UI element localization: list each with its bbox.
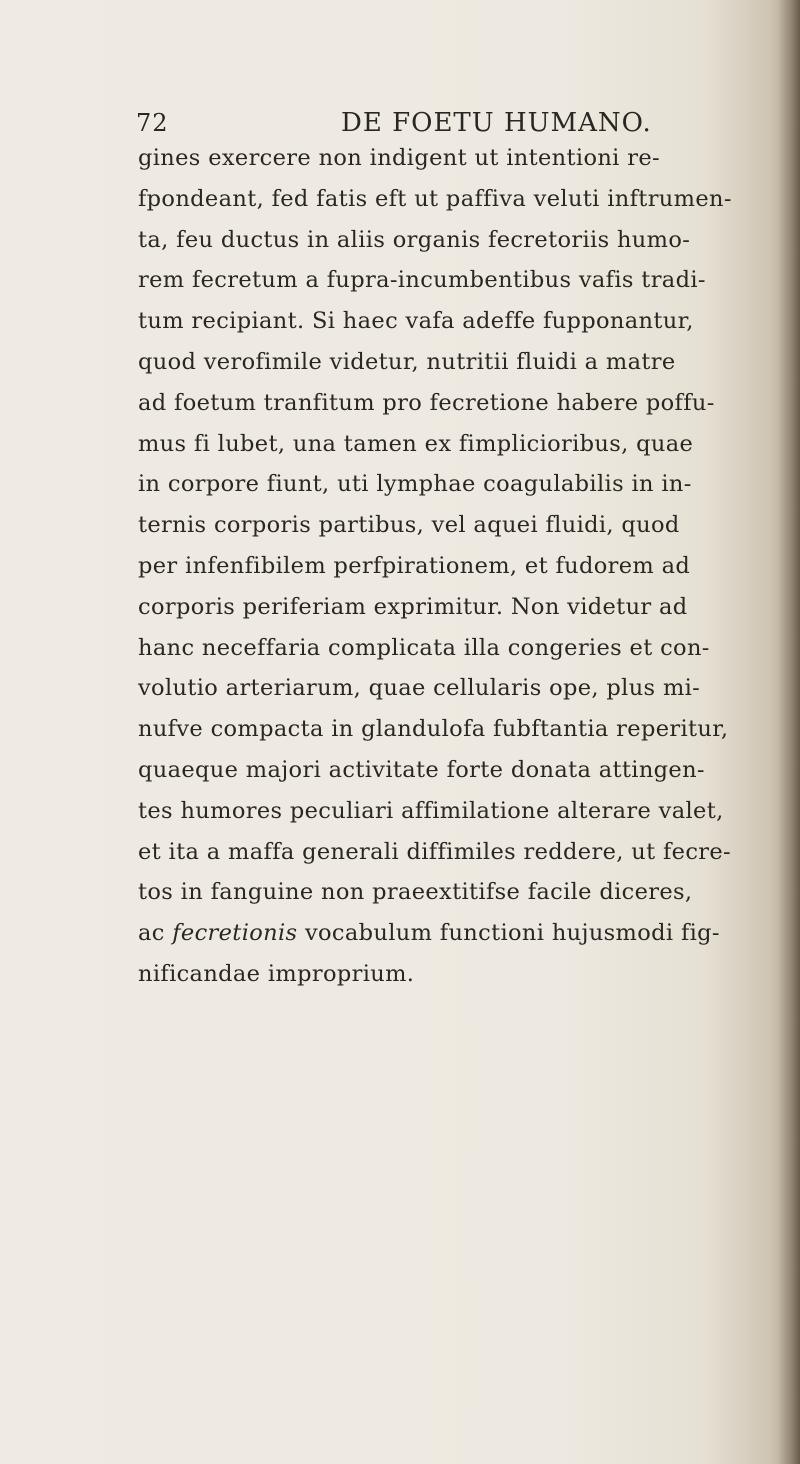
text-line: tes humores peculiari affimilatione alterare valet, xyxy=(138,797,724,824)
text-line: nificandae improprium. xyxy=(138,960,415,987)
text-segment: vocabulum functioni hujusmodi fig- xyxy=(304,920,720,947)
text-line xyxy=(138,913,778,954)
text-line: quod verofimile videtur, nutritii fluidi a matre xyxy=(138,348,676,375)
text-line: in corpore fiunt, uti lymphae coagulabilis in in- xyxy=(138,471,692,498)
text-segment: ac xyxy=(138,920,165,947)
text-line: per infenfibilem perfpirationem, et fudorem ad xyxy=(138,552,691,579)
page-edge-shadow xyxy=(778,0,800,1464)
text-line: ternis corporis partibus, vel aquei fluidi, quod xyxy=(138,512,680,539)
italic-term: fecretionis xyxy=(172,920,298,947)
text-line: corporis periferiam exprimitur. Non videtur ad xyxy=(138,593,688,620)
text-line: gines exercere non indigent ut intentioni re- xyxy=(138,145,660,171)
running-head: DE FOETU HUMANO. xyxy=(341,108,652,138)
text-line: ta, feu ductus in aliis organis fecretoriis humo- xyxy=(138,226,691,253)
text-line: hanc neceffaria complicata illa congeries et con- xyxy=(138,634,710,661)
text-line: tos in fanguine non praeextitifse facile diceres, xyxy=(138,879,693,906)
text-line: rem fecretum a fupra-incumbentibus vafis tradi- xyxy=(138,267,706,294)
text-line: ad foetum tranfitum pro fecretione habere poffu- xyxy=(138,389,715,416)
text-line: tum recipiant. Si haec vafa adeffe fupponantur, xyxy=(138,308,694,335)
page-number: 72 xyxy=(136,109,169,137)
text-line: quaeque majori activitate forte donata attingen- xyxy=(138,756,705,783)
text-line: et ita a maffa generali diffimiles reddere, ut fecre- xyxy=(138,838,732,865)
text-line: mus fi lubet, una tamen ex fimplicioribus, quae xyxy=(138,430,694,457)
text-line: nufve compacta in glandulofa fubftantia reperitur, xyxy=(138,716,729,743)
text-line: fpondeant, fed fatis eft ut paffiva veluti inftrumen- xyxy=(138,185,732,212)
text-line: volutio arteriarum, quae cellularis ope, plus mi- xyxy=(138,675,701,702)
body-text xyxy=(138,138,778,995)
